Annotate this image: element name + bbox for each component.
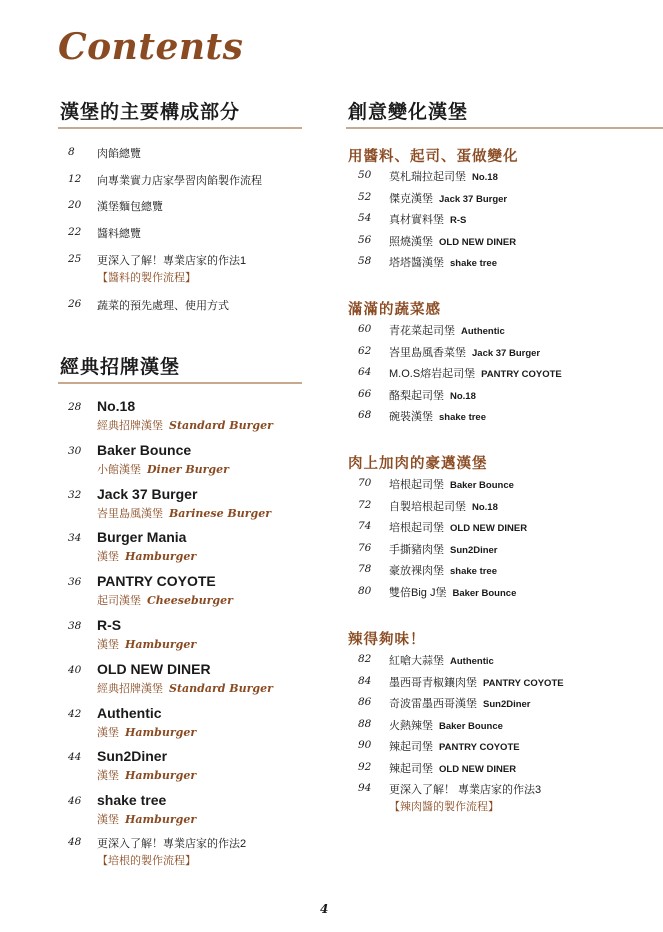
toc-page-number: 88: [358, 718, 372, 730]
toc-entry-title: [389, 695, 531, 711]
toc-shop-name: Burger Mania: [97, 529, 187, 545]
toc-shop-name: Authentic: [97, 705, 162, 721]
toc-page-number: 48: [68, 836, 82, 848]
toc-entry-title: [389, 233, 516, 249]
toc-page-number: 50: [358, 169, 372, 181]
toc-page-number: 28: [68, 401, 82, 413]
toc-page-number: 20: [68, 199, 82, 211]
toc-page-number: 44: [68, 751, 82, 763]
shop-name: OLD NEW DINER: [439, 237, 517, 248]
burger-type-script: Hamburger: [125, 550, 197, 563]
toc-entry-title: [389, 717, 503, 733]
toc-page-number: 90: [358, 739, 372, 751]
burger-type-label: 經典招牌漢堡: [97, 420, 163, 432]
toc-entry-title: [389, 476, 514, 492]
toc-shop-name: OLD NEW DINER: [97, 661, 211, 677]
burger-type-label: 小館漢堡: [97, 464, 141, 476]
toc-entry-title: [389, 344, 540, 360]
toc-page-number: 30: [68, 445, 82, 457]
section-divider: [346, 127, 663, 129]
toc-shop-name: R-S: [97, 617, 122, 633]
toc-page-number: 62: [358, 345, 372, 357]
toc-shop-name: PANTRY COYOTE: [97, 573, 216, 589]
toc-entry-title: [389, 190, 507, 206]
burger-name: 塔塔醬漢堡: [389, 257, 444, 269]
toc-entry-title: 肉餡總覽: [97, 148, 141, 160]
burger-type-label: 漢堡: [97, 770, 119, 782]
section-heading-main-parts: 漢堡的主要構成部分: [60, 102, 241, 123]
burger-name: 更深入了解！ 專業店家的作法3: [389, 784, 542, 796]
toc-page-number: 70: [358, 477, 372, 489]
section-divider: [58, 382, 302, 384]
shop-name: Baker Bounce: [452, 588, 517, 599]
burger-name: 辣起司堡: [389, 741, 433, 753]
burger-name: 峇里島風香菜堡: [389, 347, 466, 359]
burger-type-script: Barinese Burger: [169, 507, 271, 520]
shop-name: OLD NEW DINER: [439, 764, 517, 775]
toc-group-title: 辣得夠味！: [348, 632, 426, 648]
toc-entry-title: [389, 781, 541, 797]
toc-entry-subtitle: 【辣肉醬的製作流程】: [389, 801, 499, 813]
shop-name: PANTRY COYOTE: [483, 678, 564, 689]
toc-burger-type: [97, 680, 273, 696]
burger-type-label: 漢堡: [97, 639, 119, 651]
shop-name: No.18: [450, 391, 476, 402]
shop-name: Sun2Diner: [483, 699, 531, 710]
toc-entry-title: [389, 387, 476, 403]
toc-page-number: 36: [68, 576, 82, 588]
burger-type-script: Diner Burger: [147, 463, 229, 476]
toc-page-number: 12: [68, 173, 82, 185]
toc-page-number: 52: [358, 191, 372, 203]
toc-page-number: 8: [68, 146, 75, 158]
burger-type-label: 經典招牌漢堡: [97, 683, 163, 695]
toc-page-number: 32: [68, 489, 82, 501]
burger-type-script: Cheeseburger: [147, 594, 233, 607]
burger-type-label: 漢堡: [97, 727, 119, 739]
toc-entry-title: 更深入了解！專業店家的作法1: [97, 255, 247, 267]
burger-type-script: Hamburger: [125, 769, 197, 782]
shop-name: Authentic: [461, 326, 505, 337]
section-divider: [58, 127, 302, 129]
burger-type-script: Hamburger: [125, 813, 197, 826]
burger-name: 培根起司堡: [389, 522, 444, 534]
shop-name: shake tree: [439, 412, 487, 423]
toc-entry-title: [389, 408, 486, 424]
toc-page-number: 82: [358, 653, 372, 665]
shop-name: Baker Bounce: [439, 721, 503, 732]
burger-type-label: 漢堡: [97, 551, 119, 563]
shop-name: Jack 37 Burger: [472, 348, 541, 359]
burger-name: 火熱辣堡: [389, 720, 433, 732]
toc-entry-title: 醬料總覽: [97, 228, 141, 240]
toc-page-number: 84: [358, 675, 372, 687]
toc-page-number: 94: [358, 782, 372, 794]
toc-page-number: 25: [68, 253, 82, 265]
toc-burger-type: [97, 811, 196, 827]
shop-name: Authentic: [450, 656, 494, 667]
toc-entry-title: [389, 519, 527, 535]
toc-shop-name: Baker Bounce: [97, 442, 192, 458]
toc-entry-title: 漢堡麵包總覽: [97, 201, 163, 213]
toc-page-number: 40: [68, 664, 82, 676]
toc-burger-type: [97, 724, 196, 740]
toc-page-number: 78: [358, 563, 372, 575]
toc-page-number: 38: [68, 620, 82, 632]
toc-page-number: 66: [358, 388, 372, 400]
section-heading-creative-burgers: 創意變化漢堡: [348, 102, 469, 123]
toc-entry-title: [389, 541, 498, 557]
burger-name: 傑克漢堡: [389, 193, 433, 205]
toc-entry-title: [389, 584, 516, 600]
burger-name: 雙倍Big J堡: [389, 587, 447, 599]
toc-page-number: 42: [68, 708, 82, 720]
shop-name: PANTRY COYOTE: [439, 742, 520, 753]
burger-type-script: Hamburger: [125, 726, 197, 739]
toc-entry-title: [389, 562, 497, 578]
toc-entry-title: [389, 365, 562, 381]
toc-page-number: 54: [358, 212, 372, 224]
toc-page-number: 76: [358, 542, 372, 554]
toc-page-number: 34: [68, 532, 82, 544]
shop-name: No.18: [472, 502, 498, 513]
toc-group-title: 用醬料、起司、蛋做變化: [348, 149, 519, 165]
shop-name: shake tree: [450, 566, 498, 577]
toc-entry-title: 蔬菜的預先處理、使用方式: [97, 300, 229, 312]
toc-page-number: 56: [358, 234, 372, 246]
burger-type-label: 漢堡: [97, 814, 119, 826]
toc-page-number: 80: [358, 585, 372, 597]
burger-name: 自製培根起司堡: [389, 501, 466, 513]
toc-entry-subtitle: 【培根的製作流程】: [97, 855, 196, 867]
toc-entry-title: [389, 211, 466, 227]
burger-type-label: 起司漢堡: [97, 595, 141, 607]
toc-entry-title: [389, 168, 498, 184]
burger-type-label: 峇里島風漢堡: [97, 508, 163, 520]
burger-name: 辣起司堡: [389, 763, 433, 775]
toc-group-title: 肉上加肉的豪邁漢堡: [348, 456, 488, 472]
burger-name: 培根起司堡: [389, 479, 444, 491]
toc-page-number: 60: [358, 323, 372, 335]
toc-burger-type: [97, 505, 271, 521]
shop-name: Jack 37 Burger: [439, 194, 508, 205]
toc-page-number: 46: [68, 795, 82, 807]
burger-name: 酪梨起司堡: [389, 390, 444, 402]
burger-name: 青花菜起司堡: [389, 325, 455, 337]
toc-entry-title: [389, 760, 516, 776]
shop-name: No.18: [472, 172, 498, 183]
toc-burger-type: [97, 548, 196, 564]
burger-name: 真材實料堡: [389, 214, 444, 226]
page-number: 4: [320, 902, 329, 916]
toc-page-number: 22: [68, 226, 82, 238]
page-title: Contents: [58, 26, 244, 68]
toc-shop-name: No.18: [97, 398, 136, 414]
shop-name: R-S: [450, 215, 467, 226]
burger-name: 奇波雷墨西哥漢堡: [389, 698, 477, 710]
toc-page-number: 64: [358, 366, 372, 378]
shop-name: Baker Bounce: [450, 480, 514, 491]
toc-shop-name: shake tree: [97, 792, 167, 808]
toc-burger-type: [97, 592, 233, 608]
toc-page-number: 72: [358, 499, 372, 511]
shop-name: OLD NEW DINER: [450, 523, 528, 534]
toc-page-number: 26: [68, 298, 82, 310]
toc-burger-type: [97, 636, 196, 652]
burger-name: 照燒漢堡: [389, 236, 433, 248]
toc-burger-type: [97, 767, 196, 783]
burger-name: 墨西哥青椒鑲肉堡: [389, 677, 477, 689]
toc-entry-subtitle: 【醬料的製作流程】: [97, 272, 196, 284]
toc-entry-title: 更深入了解！專業店家的作法2: [97, 838, 247, 850]
toc-burger-type: [97, 417, 273, 433]
shop-name: PANTRY COYOTE: [481, 369, 562, 380]
shop-name: Sun2Diner: [450, 545, 498, 556]
toc-entry-title: [389, 738, 520, 754]
toc-entry-title: [389, 322, 505, 338]
burger-name: 碗裝漢堡: [389, 411, 433, 423]
toc-page-number: 74: [358, 520, 372, 532]
burger-name: 紅嗆大蒜堡: [389, 655, 444, 667]
toc-entry-title: [389, 652, 494, 668]
burger-name: M.O.S熔岩起司堡: [389, 368, 476, 380]
toc-shop-name: Jack 37 Burger: [97, 486, 198, 502]
section-heading-classic-burgers: 經典招牌漢堡: [60, 357, 181, 378]
toc-shop-name: Sun2Diner: [97, 748, 168, 764]
toc-entry-title: [389, 498, 498, 514]
burger-type-script: Standard Burger: [169, 419, 273, 432]
toc-entry-title: 向專業實力店家學習肉餡製作流程: [97, 175, 262, 187]
burger-type-script: Standard Burger: [169, 682, 273, 695]
burger-name: 莫札瑞拉起司堡: [389, 171, 466, 183]
toc-burger-type: [97, 461, 229, 477]
toc-page-number: 86: [358, 696, 372, 708]
burger-name: 手撕豬肉堡: [389, 544, 444, 556]
toc-page-number: 92: [358, 761, 372, 773]
toc-page-number: 58: [358, 255, 372, 267]
toc-page-number: 68: [358, 409, 372, 421]
burger-type-script: Hamburger: [125, 638, 197, 651]
shop-name: shake tree: [450, 258, 498, 269]
toc-group-title: 滿滿的蔬菜感: [348, 302, 441, 318]
toc-entry-title: [389, 674, 564, 690]
burger-name: 豪放裸肉堡: [389, 565, 444, 577]
toc-entry-title: [389, 254, 497, 270]
